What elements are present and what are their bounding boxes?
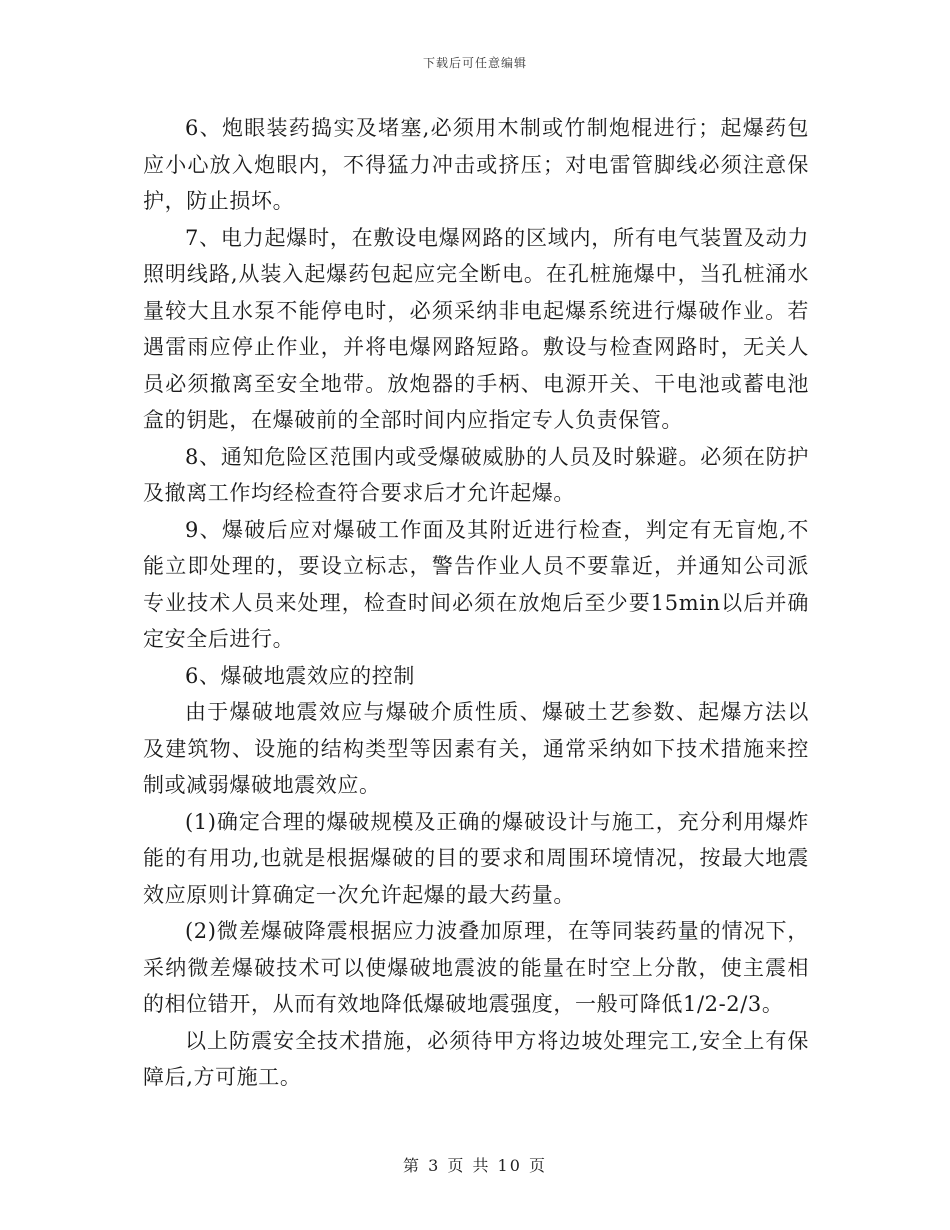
document-body [143,110,809,1096]
paragraph-intro: 由于爆破地震效应与爆破介质性质、爆破土艺参数、起爆方法以及建筑物、设施的结构类型等因素有关，通常采纳如下技术措施来控制或减弱爆破地震效应。 [143,700,809,797]
header-note: 下载后可任意编辑 [422,56,527,70]
paragraph-measure-1: (1)确定合理的爆破规模及正确的爆破设计与施工，充分利用爆炸能的有用功,也就是根据爆破的目的要求和周围环境情况，按最大地震效应原则计算确定一次允许起爆的最大药量。 [143,809,809,907]
paragraph-measure-2: (2)微差爆破降震根据应力波叠加原理，在等同装药量的情况下，采纳微差爆破技术可以使爆破地震波的能量在时空上分散，使主震相的相位错开，从而有效地降低爆破地震强度，一般可降低1/2-2/3。 [143,919,809,1016]
paragraph-conclusion: 以上防震安全技术措施，必须待甲方将边坡处理完工,安全上有保障后,方可施工。 [143,1028,809,1089]
paragraph-item-9: 9、爆破后应对爆破工作面及其附近进行检查，判定有无盲炮,不能立即处理的，要设立标志，警告作业人员不要靠近，并通知公司派专业技术人员来处理，检查时间必须在放炮后至少要15min以后并确定安全后进行。 [143,517,809,651]
section-heading: 6、爆破地震效应的控制 [185,663,415,688]
paragraph-item-7: 7、电力起爆时，在敷设电爆网路的区域内，所有电气装置及动力照明线路,从装入起爆药包起应完全断电。在孔桩施爆中，当孔桩涌水量较大且水泵不能停电时，必须采纳非电起爆系统进行爆破作业。若遇雷雨应停止作业，并将电爆网路短路。敷设与检查网路时，无关人员必须撤离至安全地带。放炮器的手柄、电源开关、干电池或蓄电池盒的钥匙，在爆破前的全部时间内应指定专人负责保管。 [143,225,809,432]
paragraph-item-8: 8、通知危险区范围内或受爆破威胁的人员及时躲避。必须在防护及撤离工作均经检查符合要求后才允许起爆。 [143,444,809,505]
page-number: 第 3 页 共 10 页 [403,1156,547,1175]
paragraph-item-6: 6、炮眼装药捣实及堵塞,必须用木制或竹制炮棍进行；起爆药包应小心放入炮眼内，不得猛力冲击或挤压；对电雷管脚线必须注意保护，防止损坏。 [143,116,809,213]
